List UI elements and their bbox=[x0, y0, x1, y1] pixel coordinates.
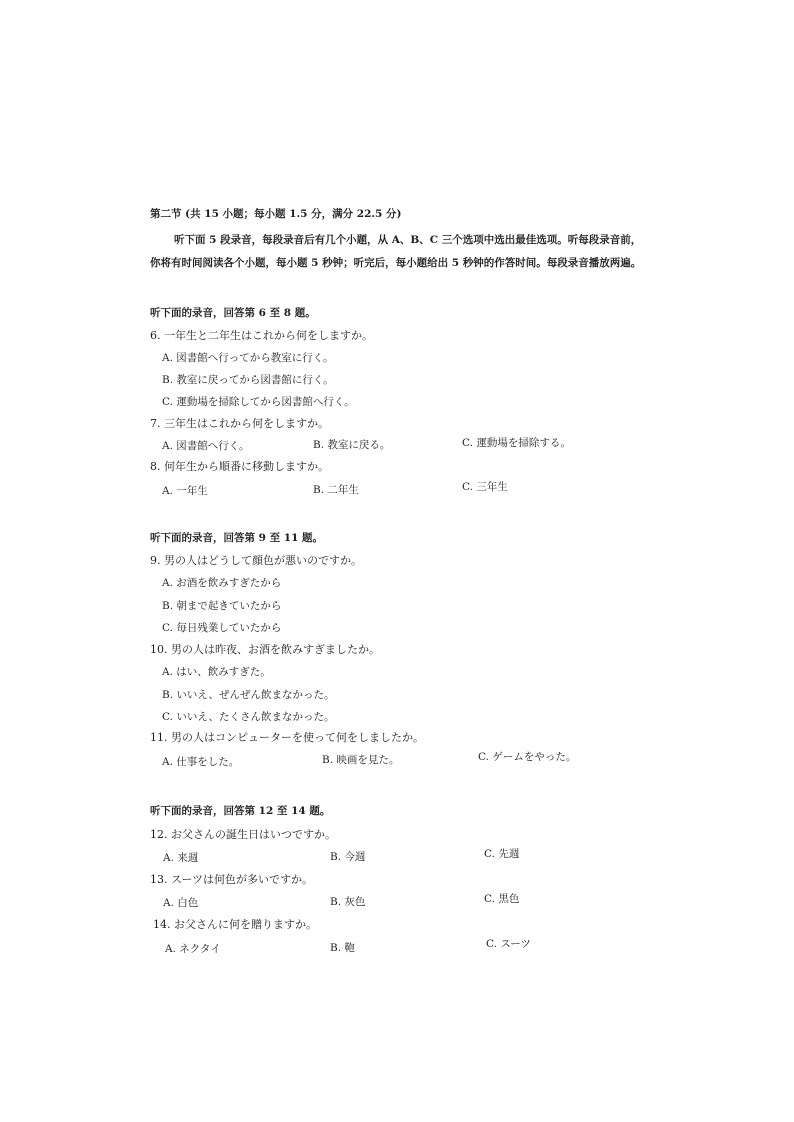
q10-option-c: C. いいえ、たくさん飲まなかった。 bbox=[162, 711, 335, 723]
q7-option-a: A. 図書館へ行く。 bbox=[162, 440, 250, 452]
group-intro-9-11: 听下面的录音，回答第 9 至 11 题。 bbox=[150, 532, 324, 544]
q11-option-b: B. 映画を見た。 bbox=[322, 754, 400, 766]
question-9: 9. 男の人はどうして顔色が悪いのですか。 bbox=[150, 554, 362, 567]
q8-option-c: C. 三年生 bbox=[462, 481, 508, 493]
question-8: 8. 何年生から順番に移動しますか。 bbox=[150, 460, 329, 473]
q10-option-b: B. いいえ、ぜんぜん飲まなかった。 bbox=[162, 689, 335, 701]
q11-option-a: A. 仕事をした。 bbox=[162, 756, 240, 768]
q10-option-a: A. はい、飲みすぎた。 bbox=[162, 666, 271, 678]
question-12: 12. お父さんの誕生日はいつですか。 bbox=[150, 828, 336, 841]
q9-option-c: C. 毎日残業していたから bbox=[162, 622, 282, 634]
q14-option-a: A. ネクタイ bbox=[165, 943, 221, 955]
q6-option-c: C. 運動場を掃除してから図書館へ行く。 bbox=[162, 396, 355, 408]
q9-option-a: A. お酒を飲みすぎたから bbox=[162, 577, 282, 589]
instruction-line-1: 听下面 5 段录音，每段录音后有几个小题，从 A、B、C 三个选项中选出最佳选项。听每段录音前， bbox=[174, 234, 642, 246]
q12-option-a: A. 来週 bbox=[163, 852, 199, 864]
q13-option-a: A. 白色 bbox=[163, 897, 199, 909]
instruction-line-2: 你将有时间阅读各个小题，每小题 5 秒钟；听完后，每小题给出 5 秒钟的作答时间。每段录音播放两遍。 bbox=[150, 257, 642, 269]
q6-option-a: A. 図書館へ行ってから教室に行く。 bbox=[162, 352, 334, 364]
question-11: 11. 男の人はコンピューターを使って何をしましたか。 bbox=[150, 731, 424, 744]
question-10: 10. 男の人は昨夜、お酒を飲みすぎましたか。 bbox=[150, 643, 380, 656]
q13-option-b: B. 灰色 bbox=[330, 896, 366, 908]
group-intro-12-14: 听下面的录音，回答第 12 至 14 题。 bbox=[150, 805, 331, 817]
q6-option-b: B. 教室に戻ってから図書館に行く。 bbox=[162, 374, 334, 386]
section-heading: 第二节 (共 15 小题；每小题 1.5 分，满分 22.5 分) bbox=[150, 208, 402, 220]
q8-option-b: B. 二年生 bbox=[313, 484, 359, 496]
q8-option-a: A. 一年生 bbox=[162, 485, 208, 497]
q13-option-c: C. 黒色 bbox=[484, 893, 520, 905]
q11-option-c: C. ゲームをやった。 bbox=[478, 751, 577, 763]
q12-option-b: B. 今週 bbox=[330, 851, 366, 863]
group-intro-6-8: 听下面的录音，回答第 6 至 8 题。 bbox=[150, 307, 316, 319]
question-14: 14. お父さんに何を贈りますか。 bbox=[153, 918, 317, 931]
q7-option-b: B. 教室に戻る。 bbox=[313, 439, 391, 451]
q9-option-b: B. 朝まで起きていたから bbox=[162, 600, 282, 612]
q12-option-c: C. 先週 bbox=[484, 848, 520, 860]
question-7: 7. 三年生はこれから何をしますか。 bbox=[150, 417, 329, 430]
q7-option-c: C. 運動場を掃除する。 bbox=[462, 437, 571, 449]
question-6: 6. 一年生と二年生はこれから何をしますか。 bbox=[150, 329, 373, 342]
q14-option-c: C. スーツ bbox=[486, 938, 531, 950]
q14-option-b: B. 鞄 bbox=[330, 942, 355, 954]
question-13: 13. スーツは何色が多いですか。 bbox=[150, 873, 313, 886]
